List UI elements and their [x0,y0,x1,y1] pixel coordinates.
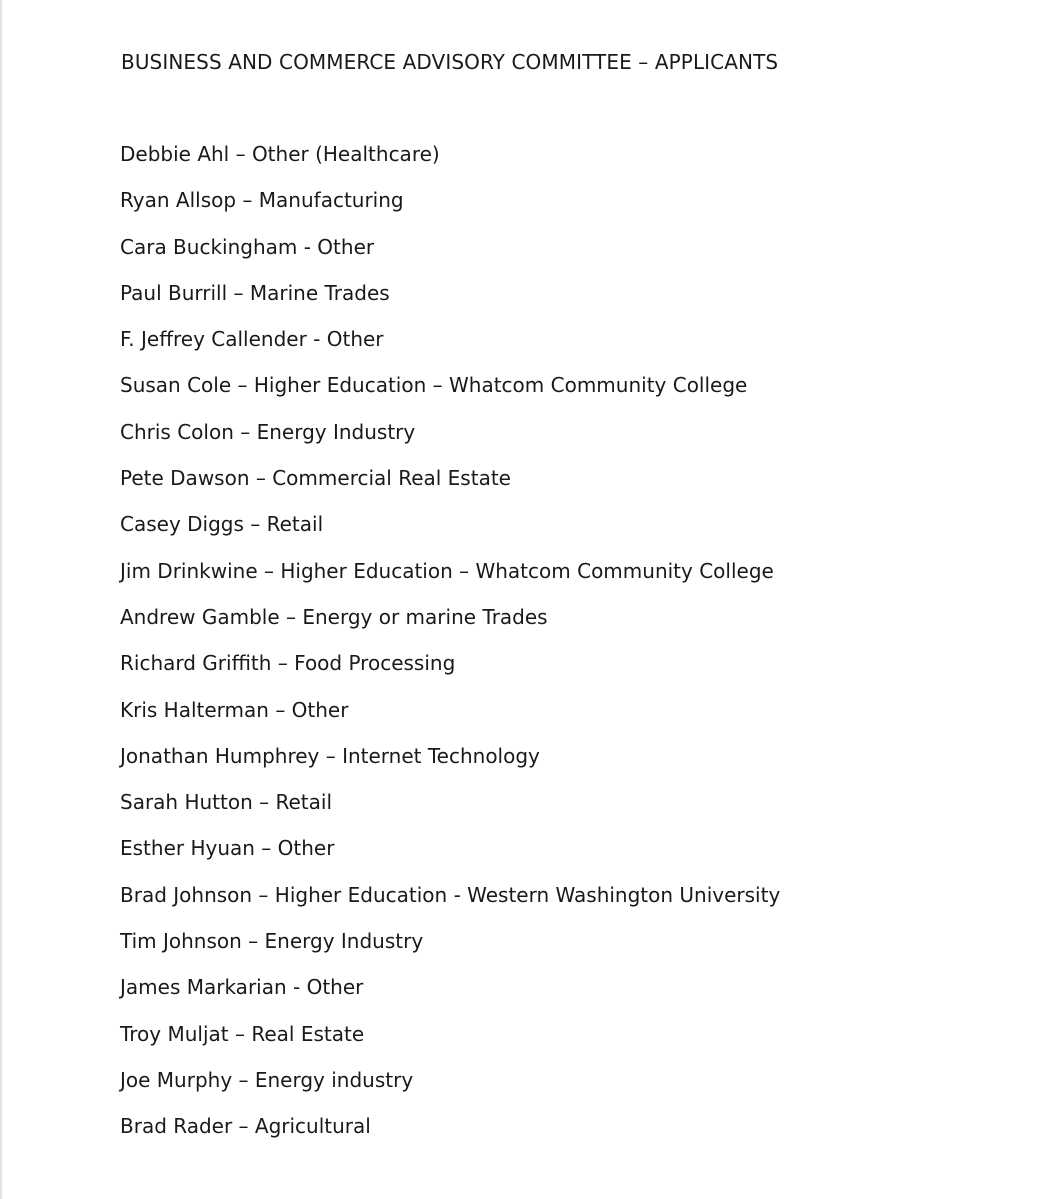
applicant-item: Kris Halterman – Other [120,697,349,722]
applicant-item: Esther Hyuan – Other [120,836,335,861]
applicant-item: Cara Buckingham - Other [120,234,375,259]
applicant-item: Brad Rader – Agricultural [120,1114,371,1139]
applicant-item: Troy Muljat – Real Estate [120,1021,365,1046]
applicant-item: Chris Colon – Energy Industry [120,419,416,444]
page-edge [0,0,3,1199]
applicant-item: F. Jeffrey Callender - Other [120,327,384,352]
applicant-item: Susan Cole – Higher Education – Whatcom Community College [120,373,748,398]
applicant-item: Debbie Ahl – Other (Healthcare) [120,142,440,166]
applicant-list [120,140,780,1159]
applicant-item: Sarah Hutton – Retail [120,790,333,815]
applicant-item: Paul Burrill – Marine Trades [120,280,390,305]
applicant-item: Casey Diggs – Retail [120,512,324,537]
document-title: BUSINESS AND COMMERCE ADVISORY COMMITTEE – APPLICANTS [121,50,779,74]
applicant-item: Jim Drinkwine – Higher Education – Whatcom Community College [120,558,774,583]
applicant-item: Tim Johnson – Energy Industry [120,929,424,954]
applicant-item: Richard Griffith – Food Processing [120,651,456,676]
applicant-item: Pete Dawson – Commercial Real Estate [120,466,511,491]
applicant-item: Ryan Allsop – Manufacturing [120,188,404,213]
applicant-item: Jonathan Humphrey – Internet Technology [120,743,540,768]
applicant-item: Joe Murphy – Energy industry [120,1067,414,1092]
applicant-item: Brad Johnson – Higher Education - Western Washington University [120,882,781,907]
applicant-item: Andrew Gamble – Energy or marine Trades [120,604,548,629]
applicant-item: James Markarian - Other [120,975,364,1000]
